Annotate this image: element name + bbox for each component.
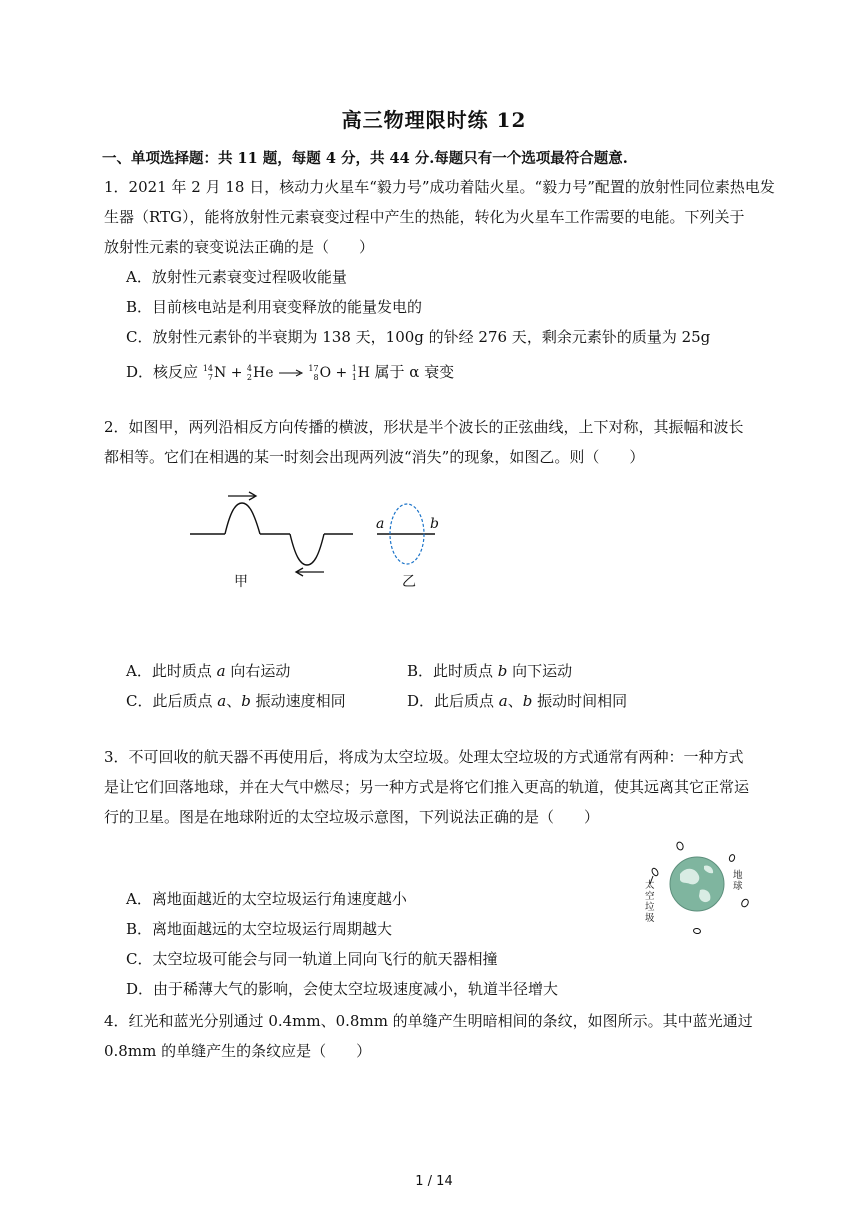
h-symbol: H bbox=[357, 365, 371, 381]
q3-line-2: 是让它们回落地球，并在大气中燃尽；另一种方式是将它们推入更高的轨道，使其远离其它正常运 bbox=[104, 778, 750, 796]
o-mass: 17 bbox=[308, 364, 319, 373]
q3-option-b: B．离地面越远的太空垃圾运行周期越大 bbox=[126, 920, 393, 938]
q2-line-2: 都相等。它们在相遇的某一时刻会出现两列波“消失”的现象，如图乙。则（ ） bbox=[104, 448, 645, 466]
q3-option-a: A．离地面越近的太空垃圾运行角速度越小 bbox=[126, 890, 407, 908]
o-symbol: O bbox=[319, 365, 332, 381]
earth-label: 地球 bbox=[733, 870, 743, 892]
n-num: 7 bbox=[207, 373, 213, 382]
n-mass: 14 bbox=[202, 364, 213, 373]
page-number: 1 / 14 bbox=[415, 1174, 453, 1189]
figure-yi bbox=[377, 504, 435, 564]
q3-line-1: 3．不可回收的航天器不再使用后，将成为太空垃圾。处理太空垃圾的方式通常有两种：一种方式 bbox=[104, 748, 744, 766]
q1-line-3: 放射性元素的衰变说法正确的是（ ） bbox=[104, 238, 375, 256]
q1-option-a: A．放射性元素衰变过程吸收能量 bbox=[126, 268, 347, 286]
earth-icon bbox=[670, 857, 724, 911]
figure-jia-label: 甲 bbox=[234, 574, 248, 590]
plus-sign: + bbox=[230, 365, 243, 381]
q1-line-1: 1．2021 年 2 月 18 日，核动力火星车“毅力号”成功着陆火星。“毅力号”配置的放射性同位素热电发 bbox=[104, 178, 775, 196]
section-heading: 一、单项选择题：共 11 题，每题 4 分，共 44 分.每题只有一个选项最符合题意. bbox=[102, 150, 628, 167]
q3-option-d: D．由于稀薄大气的影响，会使太空垃圾速度减小，轨道半径增大 bbox=[126, 980, 559, 998]
q2-option-a: A．此时质点 a 向右运动 bbox=[126, 662, 291, 680]
q3-option-c: C．太空垃圾可能会与同一轨道上同向飞行的航天器相撞 bbox=[126, 950, 498, 968]
q4-line-2: 0.8mm 的单缝产生的条纹应是（ ） bbox=[104, 1042, 372, 1060]
figure-jia bbox=[190, 492, 353, 576]
point-b-label: b bbox=[430, 516, 439, 532]
reaction-arrow-icon bbox=[278, 368, 304, 378]
h-mass: 1 bbox=[351, 364, 357, 373]
q2-option-d: D．此后质点 a、b 振动时间相同 bbox=[407, 692, 628, 710]
q1-option-b: B．目前核电站是利用衰变释放的能量发电的 bbox=[126, 298, 423, 316]
q2-option-b: B．此时质点 b 向下运动 bbox=[407, 662, 573, 680]
q1-line-2: 生器（RTG），能将放射性元素衰变过程中产生的热能，转化为火星车工作需要的电能。下列关于 bbox=[104, 208, 745, 226]
n-symbol: N bbox=[214, 365, 227, 381]
q4-line-1: 4．红光和蓝光分别通过 0.4mm、0.8mm 的单缝产生明暗相间的条纹，如图所示。其中蓝光通过 bbox=[104, 1012, 753, 1030]
q1-option-c: C．放射性元素钋的半衰期为 138 天，100g 的钋经 276 天，剩余元素钋的质量为 25g bbox=[126, 328, 711, 346]
nuclear-reaction bbox=[203, 365, 375, 381]
h-num: 1 bbox=[351, 373, 357, 382]
he-num: 2 bbox=[246, 373, 252, 382]
plus-sign: + bbox=[335, 365, 348, 381]
figure-yi-label: 乙 bbox=[402, 574, 416, 590]
q1-option-d-prefix: D．核反应 bbox=[126, 363, 199, 381]
q2-option-c: C．此后质点 a、b 振动速度相同 bbox=[126, 692, 346, 710]
q1-option-d bbox=[126, 357, 454, 388]
he-symbol: He bbox=[252, 365, 274, 381]
page-title: 高三物理限时练 12 bbox=[341, 108, 527, 132]
arrow-left-icon bbox=[296, 568, 324, 576]
he-mass: 4 bbox=[246, 364, 252, 373]
q2-line-1: 2．如图甲，两列沿相反方向传播的横波，形状是半个波长的正弦曲线，上下对称，其振幅和波长 bbox=[104, 418, 744, 436]
q1-option-d-suffix: 属于 α 衰变 bbox=[374, 363, 455, 381]
debris-label: 太空垃圾 bbox=[645, 880, 655, 924]
point-a-label: a bbox=[376, 516, 385, 532]
q3-line-3: 行的卫星。图是在地球附近的太空垃圾示意图，下列说法正确的是（ ） bbox=[104, 808, 600, 826]
o-num: 8 bbox=[313, 373, 319, 382]
arrow-right-icon bbox=[228, 492, 256, 500]
